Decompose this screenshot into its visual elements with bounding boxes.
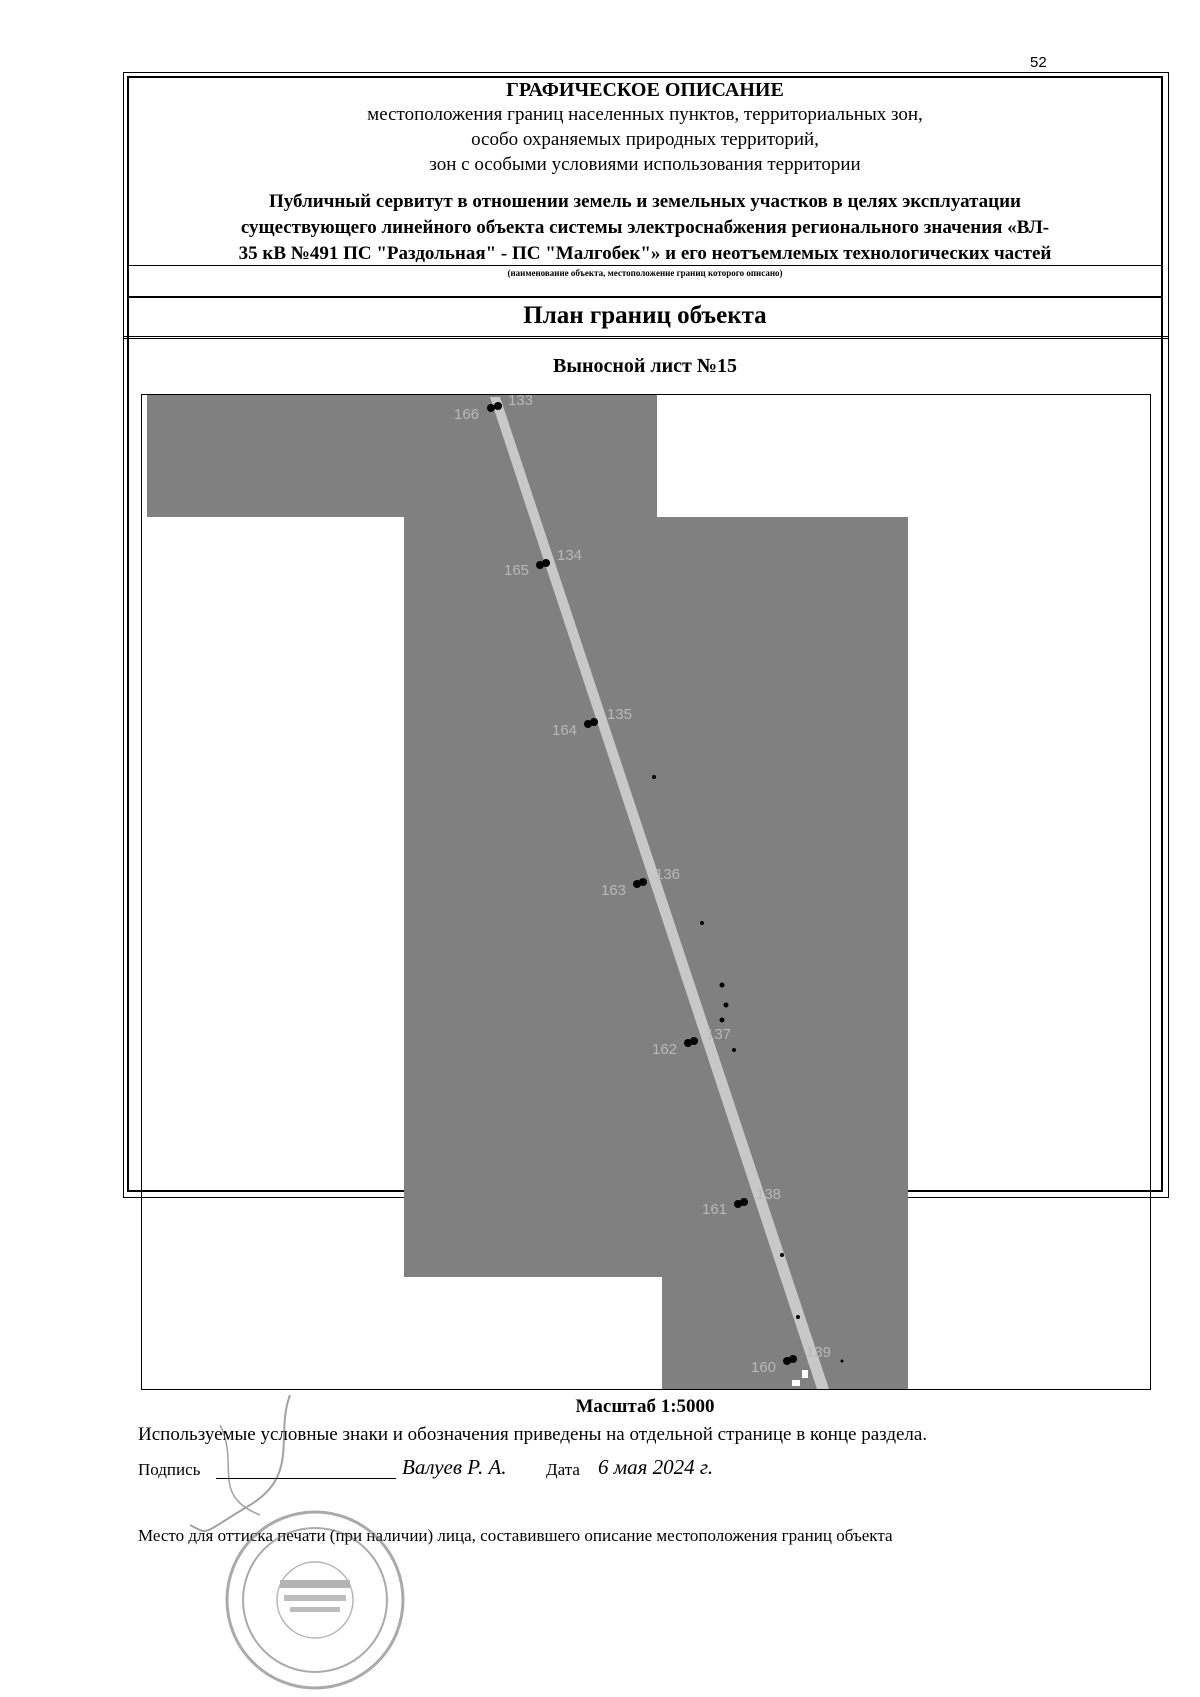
signature-label: Подпись: [138, 1460, 201, 1479]
point-label: 165: [504, 562, 530, 579]
map-speck: [720, 983, 725, 988]
point-label: 133: [508, 395, 534, 409]
boundary-point: [487, 404, 495, 412]
point-label: 166: [454, 406, 480, 423]
document-title: ГРАФИЧЕСКОЕ ОПИСАНИЕ: [506, 79, 784, 101]
boundary-point: [740, 1198, 748, 1206]
object-name-line-2: существующего линейного объекта системы электроснабжения регионального значения «ВЛ-: [240, 217, 1050, 238]
point-label: 163: [601, 882, 627, 899]
boundary-point: [789, 1355, 797, 1363]
legend-note: Используемые условные знаки и обозначения приведены на отдельной странице в конце раздела.: [138, 1424, 928, 1445]
point-label: 160: [751, 1359, 777, 1376]
point-label: 137: [706, 1026, 732, 1043]
date-value: 6 мая 2024 г.: [598, 1455, 714, 1479]
point-label: 161: [702, 1201, 728, 1218]
map-speck: [652, 775, 656, 779]
map-speck: [841, 1360, 844, 1363]
divider: [123, 336, 1169, 339]
point-label: 134: [557, 547, 583, 564]
map-speck: [780, 1253, 784, 1257]
object-name-caption: (наименование объекта, местоположение границ которого описано): [507, 268, 783, 278]
point-label: 135: [607, 706, 633, 723]
subtitle-line-2: особо охраняемых природных территорий,: [471, 129, 819, 150]
map-speck: [802, 1370, 808, 1378]
map-speck: [796, 1315, 800, 1319]
page-number: 52: [1030, 54, 1047, 71]
boundary-point: [494, 402, 502, 410]
point-label: 164: [552, 722, 578, 739]
point-label: 136: [655, 866, 681, 883]
divider: [129, 265, 1161, 266]
point-label: 138: [756, 1186, 782, 1203]
header-block: [129, 78, 1161, 264]
map-speck: [732, 1048, 736, 1052]
divider: [129, 296, 1161, 298]
map-scale: Масштаб 1:5000: [575, 1396, 715, 1417]
stamp-note: Место для оттиска печати (при наличии) лица, составившего описание местоположения границ объекта: [138, 1526, 893, 1545]
boundary-point: [639, 878, 647, 886]
object-name-line-3: 35 кВ №491 ПС "Раздольная" - ПС "Малгобек"» и его неотъемлемых технологических частей: [238, 243, 1052, 264]
boundary-point: [690, 1037, 698, 1045]
point-label: 162: [652, 1041, 678, 1058]
boundary-point: [542, 559, 550, 567]
signer-name: Валуев Р. А.: [402, 1455, 507, 1479]
map-speck: [720, 1018, 725, 1023]
plan-title: План границ объекта: [523, 302, 767, 329]
map-speck: [724, 1003, 729, 1008]
map-speck: [792, 1380, 800, 1386]
object-name: [129, 189, 1161, 267]
object-name-line-1: Публичный сервитут в отношении земель и земельных участков в целях эксплуатации: [269, 191, 1021, 212]
sheet-title: Выносной лист №15: [553, 355, 737, 377]
subtitle-line-3: зон с особыми условиями использования территории: [429, 154, 861, 175]
point-label: 139: [806, 1344, 832, 1361]
map-area: [141, 394, 1151, 1390]
servitude-area: [147, 395, 908, 1389]
map-speck: [700, 921, 704, 925]
subtitle-line-1: местоположения границ населенных пунктов, территориальных зон,: [367, 104, 923, 125]
boundary-point: [590, 718, 598, 726]
map-drawing: [142, 395, 1150, 1389]
seal-stamp-icon: [180, 1395, 420, 1695]
date-label: Дата: [546, 1460, 580, 1479]
